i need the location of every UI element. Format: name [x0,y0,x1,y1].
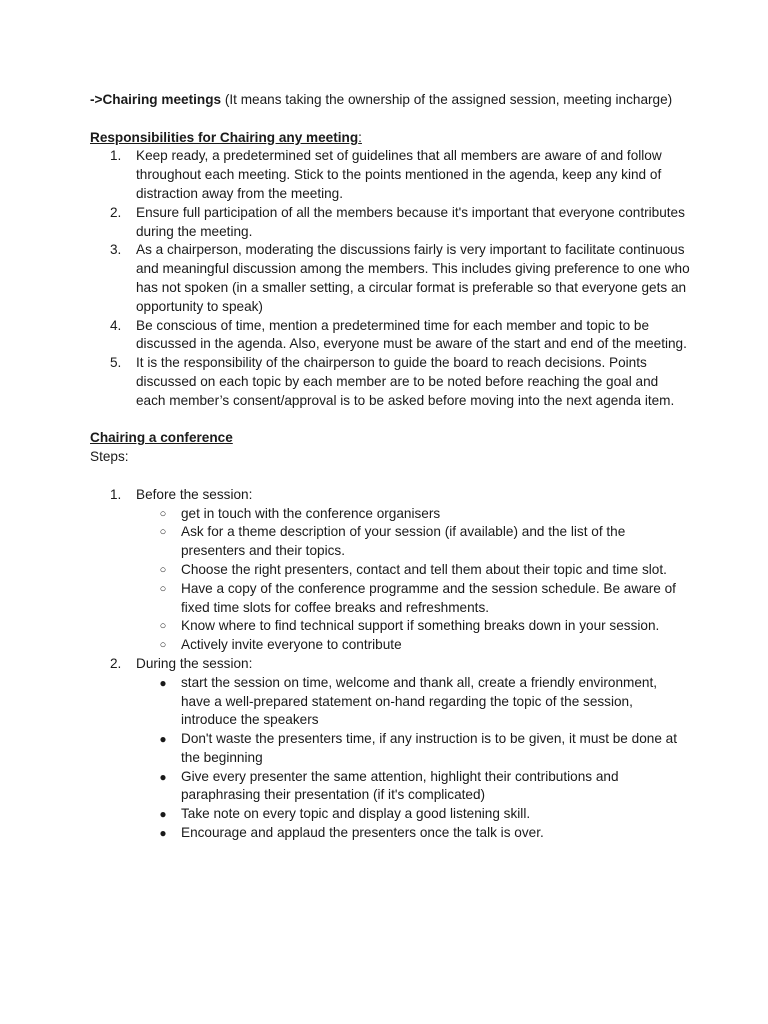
hollow-bullet-icon: ○ [159,582,167,595]
bullet-icon: ● [159,807,167,822]
item-text: It is the responsibility of the chairperson to guide the board to reach decisions. Points discussed on each topic by each member are to be noted before reaching the goal and each member’s consent/approval is to be asked before moving into the next agenda item. [136,355,675,408]
responsibilities-heading-colon: : [358,129,362,145]
bullet-icon: ● [159,826,167,841]
sub-item-text: Ask for a theme description of your session (if available) and the list of the presenters and their topics. [181,524,626,559]
sub-item-text: Give every presenter the same attention, highlight their contributions and paraphrasing their presentation (if it's complicated) [181,768,619,803]
during-session-list [90,674,690,843]
during-session-item [90,674,690,730]
sub-item-text: Know where to find technical support if something breaks down in your session. [181,618,660,634]
responsibilities-heading: Responsibilities for Chairing any meeting [90,129,359,145]
item-number: 4. [110,317,122,333]
spacer [90,411,690,430]
hollow-bullet-icon: ○ [159,526,167,539]
sub-item-text: Don't waste the presenters time, if any instruction is to be given, it must be done at the beginning [181,731,677,765]
spacer [90,467,690,486]
step-number: 2. [110,655,122,671]
before-session-item [90,561,690,580]
responsibility-item [90,204,690,242]
intro-description: (It means taking the ownership of the assigned session, meeting incharge) [221,92,673,107]
document-page [90,91,690,843]
conference-heading: Chairing a conference [90,430,233,446]
item-text: Be conscious of time, mention a predetermined time for each member and topic to be discussed in the agenda. Also, everyone must be aware of the start and end of the meeting. [136,317,687,352]
conference-steps-list-2 [90,655,690,674]
during-session-item [90,768,690,806]
intro-title: ->Chairing meetings [90,92,222,107]
sub-item-text: Have a copy of the conference programme and the session schedule. Be aware of fixed time slots for coffee breaks and refreshments. [181,580,676,615]
step-label: Before the session: [136,486,253,502]
sub-item-text: Take note on every topic and display a good listening skill. [181,806,531,822]
step-number: 1. [110,486,122,502]
responsibility-item [90,317,690,355]
item-text: As a chairperson, moderating the discussions fairly is very important to facilitate continuous and meaningful discussion among the members. This includes giving preference to one who has not spoken (in a smaller setting, a circular format is preferable so that everyone gets an opportunity to speak) [136,242,690,314]
before-session-item [90,617,690,636]
before-session-item [90,580,690,618]
responsibilities-heading-line [90,129,690,148]
hollow-bullet-icon: ○ [159,620,167,633]
step-label: During the session: [136,655,253,671]
item-number: 2. [110,204,122,220]
during-session-item [90,730,690,768]
before-session-list [90,505,690,655]
before-session-item [90,523,690,561]
item-number: 1. [110,148,122,164]
during-session-item [90,805,690,824]
responsibility-item [90,354,690,410]
before-session-item [90,636,690,655]
responsibility-item [90,147,690,203]
sub-item-text: Actively invite everyone to contribute [181,637,402,653]
item-number: 3. [110,242,122,258]
during-session-item [90,824,690,843]
bullet-icon: ● [159,675,167,690]
hollow-bullet-icon: ○ [159,563,167,576]
responsibility-item [90,241,690,316]
step-during-session [90,655,690,674]
spacer [90,110,690,129]
sub-item-text: Encourage and applaud the presenters once the talk is over. [181,825,544,841]
before-session-item [90,505,690,524]
sub-item-text: get in touch with the conference organisers [181,505,441,521]
hollow-bullet-icon: ○ [159,639,167,652]
steps-label: Steps: [90,449,129,465]
step-before-session [90,486,690,505]
conference-steps-list [90,486,690,505]
hollow-bullet-icon: ○ [159,507,167,520]
item-text: Ensure full participation of all the members because it's important that everyone contributes during the meeting. [136,204,685,239]
bullet-icon: ● [159,732,167,747]
item-number: 5. [110,355,122,371]
item-text: Keep ready, a predetermined set of guidelines that all members are aware of and follow throughout each meeting. Stick to the points mentioned in the agenda, keep any kind of distraction away from the meeting. [136,148,662,201]
sub-item-text: start the session on time, welcome and thank all, create a friendly environment, have a well-prepared statement on-hand regarding the topic of the session, introduce the speakers [181,674,658,728]
bullet-icon: ● [159,769,167,784]
responsibilities-list [90,147,690,410]
intro-paragraph [90,91,690,110]
sub-item-text: Choose the right presenters, contact and tell them about their topic and time slot. [181,561,667,577]
